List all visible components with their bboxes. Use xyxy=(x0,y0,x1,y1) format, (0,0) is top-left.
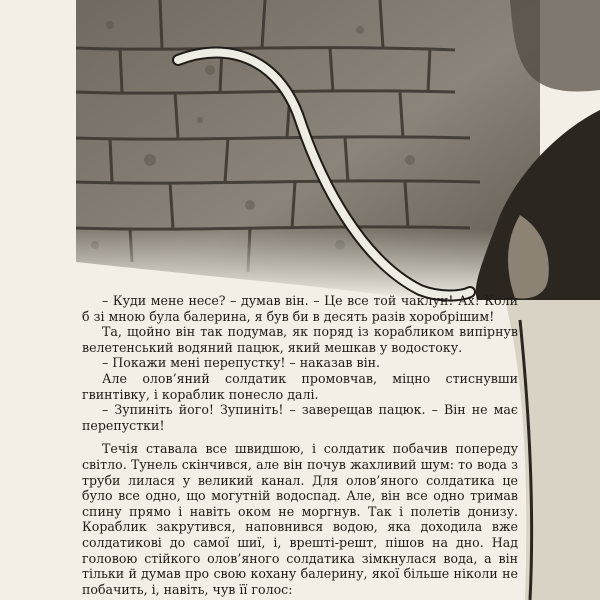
story-text xyxy=(82,293,518,597)
paragraph: Але олов’яний солдатик промовчав, міцно стиснувши гвинтівку, і кораблик понесло далі. xyxy=(82,370,518,402)
paragraph: Течія ставала все швидшою, і солдатик побачив попереду світло. Тунель скінчився, але він почув жахливий шум: то вода з труби лилася у великий канал. Для олов’яного солдатика це було все одно, що могутній водоспад. Але, він все одно тримав спину прямо і навіть оком не моргнув. Так і полетів донизу. Кораблик закрутився, наповнився водою, яка доходила вже солдатикові до самої шиї, і, врешті-решт, пішов на дно. Над головою стійкого олов’яного солдатика зімкнулася вода, а він тільки й думав про свою кохану балерину, якої більше ніколи не побачить, і, навіть, чув її голос: xyxy=(82,441,518,597)
paragraph: – Куди мене несе? – думав він. – Це все той чаклун! Ах! Коли б зі мною була балерина, я був би в десять разів хоробрішим! xyxy=(82,293,518,324)
paragraph: – Покажи мені перепустку! – наказав він. xyxy=(102,355,380,371)
paragraph: – Зупиніть його! Зупиніть! – заверещав пацюк. – Він не має перепустки! xyxy=(82,402,518,433)
paragraph: Та, щойно він так подумав, як поряд із корабликом випірнув велетенський водяний пацюк, який мешкав у водостоку. xyxy=(82,324,518,355)
